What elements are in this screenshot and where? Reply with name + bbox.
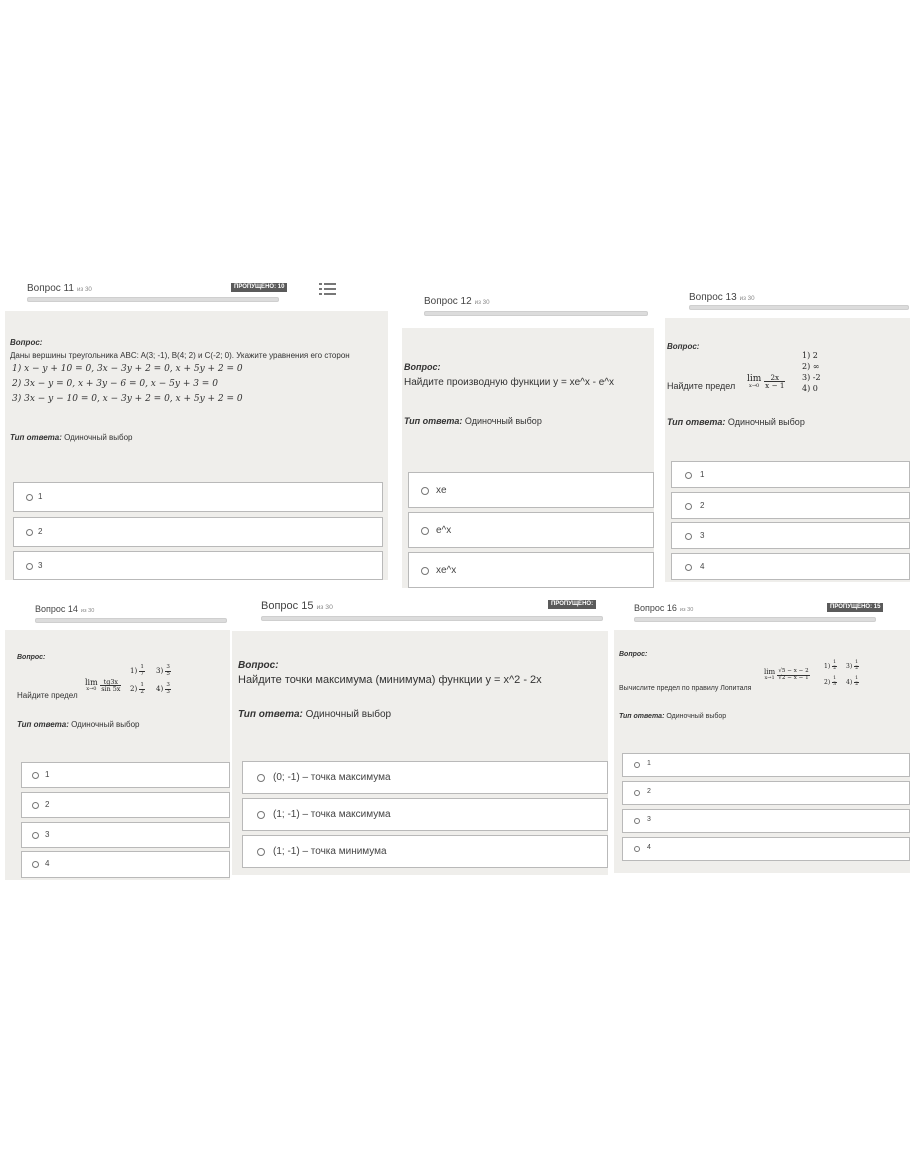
progress-bar	[261, 616, 603, 621]
question-total: из 30	[80, 608, 95, 614]
answer-type-value: Одиночный выбор	[666, 713, 727, 720]
option-1[interactable]	[21, 762, 230, 788]
option-label: 2	[647, 788, 651, 795]
option-2[interactable]	[408, 512, 654, 548]
lim-subscript: x→0	[749, 382, 760, 389]
option-label: 3	[38, 561, 43, 570]
option-1[interactable]	[13, 482, 383, 512]
answer-type-label: Тип ответа:	[404, 416, 463, 426]
radio-button[interactable]	[257, 848, 265, 856]
numerator: 3	[166, 682, 170, 688]
choice-number: 4)	[156, 685, 164, 694]
question-text-label: Найдите предел	[667, 381, 736, 391]
choice-fraction	[854, 661, 859, 672]
progress-bar	[27, 297, 279, 302]
choice-fraction	[165, 683, 171, 695]
option-label: 1	[45, 770, 50, 779]
answer-line-3: 3) 3x − y − 10 = 0, x − 3y + 2 = 0, x + 5y + 2 = 0	[12, 394, 243, 404]
question-11-header	[5, 278, 388, 311]
limit-fraction	[777, 669, 809, 681]
numerator: 1	[833, 676, 837, 681]
option-2[interactable]	[622, 781, 910, 805]
option-1[interactable]	[622, 753, 910, 777]
question-14-title	[35, 604, 94, 614]
lim-subscript: x→1	[764, 675, 775, 682]
fraction-denominator: x − 1	[765, 381, 785, 391]
option-label: 2	[38, 527, 43, 536]
answer-type-label: Тип ответа:	[619, 713, 665, 720]
radio-button[interactable]	[634, 790, 640, 796]
question-text	[17, 691, 78, 700]
choice-2	[130, 683, 145, 695]
choice-number: 3)	[846, 662, 853, 670]
answer-type	[404, 416, 542, 426]
fraction-numerator: 2x	[764, 374, 785, 382]
choice-3: 3) -2	[802, 373, 821, 382]
answer-type	[619, 713, 726, 720]
question-text: Найдите точки максимума (минимума) функции y = x^2 - 2x	[238, 674, 542, 686]
question-15-header	[232, 593, 608, 631]
lim-word: lim	[85, 678, 98, 688]
question-total: из 30	[316, 604, 333, 611]
question-text: Найдите производную функции y = xe^x - e^x	[404, 377, 614, 388]
fraction-numerator: tg3x	[100, 679, 121, 686]
choice-number: 1)	[824, 662, 831, 670]
choice-number: 2)	[130, 685, 138, 694]
choice-4: 4) 0	[802, 384, 818, 393]
option-label: 3	[647, 816, 651, 823]
radio-button[interactable]	[421, 487, 429, 495]
choice-fraction	[854, 677, 859, 688]
option-label: xe^x	[436, 565, 457, 576]
option-label: (1; -1) – точка максимума	[273, 809, 391, 820]
skipped-badge: ПРОПУЩЕНО: 15	[827, 603, 883, 612]
question-16-title	[634, 603, 693, 613]
question-total: из 30	[474, 299, 490, 306]
question-12-panel	[402, 280, 654, 588]
fraction-denominator: sin 5x	[101, 685, 121, 694]
option-4[interactable]	[671, 553, 910, 580]
question-number: Вопрос 14	[35, 604, 78, 614]
answer-type-label: Тип ответа:	[667, 417, 726, 427]
fraction-denominator: √2 − x − 1	[778, 674, 809, 681]
radio-button[interactable]	[421, 567, 429, 575]
radio-button[interactable]	[685, 564, 692, 571]
answer-type-value: Одиночный выбор	[64, 433, 133, 442]
option-label: 4	[45, 859, 50, 868]
numerator: 3	[166, 664, 170, 670]
answer-type-value: Одиночный выбор	[464, 416, 542, 426]
option-1[interactable]	[242, 761, 608, 794]
option-label: (0; -1) – точка максимума	[273, 772, 391, 783]
radio-button[interactable]	[32, 832, 39, 839]
progress-bar	[634, 617, 876, 622]
question-label: Вопрос:	[17, 654, 46, 661]
limit-expression	[764, 669, 810, 681]
radio-button[interactable]	[685, 503, 692, 510]
radio-button[interactable]	[32, 861, 39, 868]
option-3[interactable]	[21, 822, 230, 848]
denominator: 7	[140, 670, 144, 677]
choice-4	[156, 683, 171, 695]
question-total: из 30	[739, 295, 755, 302]
limit-fraction	[100, 679, 121, 693]
question-number: Вопрос 11	[27, 283, 74, 294]
choice-4	[846, 677, 859, 688]
fraction-numerator: √5 − x − 2	[778, 668, 809, 674]
option-2[interactable]	[671, 492, 910, 519]
question-total: из 30	[76, 286, 92, 293]
denominator: 2	[855, 681, 859, 687]
question-text	[619, 685, 751, 692]
lim-subscript: x→0	[86, 686, 97, 693]
question-16-header	[614, 593, 910, 630]
choice-2	[824, 677, 837, 688]
question-label: Вопрос:	[404, 362, 441, 372]
question-text	[667, 381, 735, 391]
answer-line-2: 2) 3x − y = 0, x + 3y − 6 = 0, x − 5y + 3 = 0	[12, 379, 218, 389]
option-1[interactable]	[408, 472, 654, 508]
question-text: Даны вершины треугольника ABC: A(3; -1), B(4; 2) и C(-2; 0). Укажите уравнения его сторон	[10, 351, 350, 360]
denominator: 3	[833, 681, 837, 687]
question-11-title	[27, 283, 92, 294]
question-13-panel	[665, 285, 910, 582]
question-14-panel	[5, 593, 230, 880]
choice-fraction	[832, 661, 837, 672]
lim-word: lim	[747, 373, 762, 384]
choice-number: 4)	[846, 678, 853, 686]
answer-type-value: Одиночный выбор	[727, 417, 805, 427]
question-16-panel	[614, 593, 910, 873]
limit-expression	[747, 374, 785, 389]
question-list-icon[interactable]	[319, 282, 337, 298]
option-3[interactable]	[13, 551, 383, 580]
answer-type	[10, 433, 133, 442]
option-label: e^x	[436, 525, 452, 536]
question-14-header	[5, 593, 230, 630]
answer-type	[667, 417, 805, 427]
answer-line-1: 1) x − y + 10 = 0, 3x − 3y + 2 = 0, x + 5y + 2 = 0	[12, 364, 243, 374]
radio-button[interactable]	[257, 811, 265, 819]
progress-bar	[35, 618, 227, 623]
option-label: xe	[436, 485, 447, 496]
option-label: 4	[647, 844, 651, 851]
skipped-badge: ПРОПУЩЕНО: 10	[231, 283, 287, 292]
question-number: Вопрос 13	[689, 292, 737, 303]
choice-1: 1) 2	[802, 351, 818, 360]
numerator: 1	[140, 682, 144, 688]
option-label: 4	[700, 562, 705, 571]
limit-fraction	[764, 374, 785, 389]
progress-bar	[424, 311, 648, 316]
option-label: 1	[38, 492, 43, 501]
option-3[interactable]	[671, 522, 910, 549]
option-label: (1; -1) – точка минимума	[273, 846, 387, 857]
choice-1	[130, 665, 145, 677]
option-label: 1	[700, 470, 705, 479]
radio-button[interactable]	[634, 846, 640, 852]
answer-type-label: Тип ответа:	[17, 720, 69, 729]
choice-fraction	[832, 677, 837, 688]
question-11-panel	[5, 278, 388, 580]
option-2[interactable]	[13, 517, 383, 547]
denominator: 2	[833, 665, 837, 671]
denominator: 2	[855, 665, 859, 671]
option-1[interactable]	[671, 461, 910, 488]
numerator: 1	[140, 664, 144, 670]
question-total: из 30	[679, 607, 694, 613]
question-label: Вопрос:	[619, 651, 648, 658]
choice-3	[156, 665, 171, 677]
answer-type-value: Одиночный выбор	[71, 720, 140, 729]
numerator: 1	[833, 660, 837, 665]
denominator: 2	[140, 688, 144, 695]
choice-number: 3)	[156, 667, 164, 676]
answer-type-label: Тип ответа:	[238, 709, 303, 720]
skipped-badge: ПРОПУЩЕНО:	[548, 600, 596, 609]
question-label: Вопрос:	[238, 660, 279, 671]
question-label: Вопрос:	[667, 342, 700, 351]
question-number: Вопрос 16	[634, 603, 677, 613]
option-3[interactable]	[242, 835, 608, 868]
lim-word: lim	[764, 668, 776, 677]
radio-button[interactable]	[685, 472, 692, 479]
choice-fraction	[139, 683, 145, 695]
limit-expression	[85, 679, 121, 693]
denominator: 5	[166, 670, 170, 677]
radio-button[interactable]	[421, 527, 429, 535]
answer-type-label: Тип ответа:	[10, 433, 62, 442]
answer-type-value: Одиночный выбор	[305, 709, 392, 720]
option-3[interactable]	[622, 809, 910, 833]
numerator: 1	[855, 660, 859, 665]
question-text-label: Найдите предел	[17, 691, 78, 700]
radio-button[interactable]	[634, 818, 640, 824]
question-15-panel	[232, 593, 608, 875]
question-number: Вопрос 12	[424, 296, 472, 307]
radio-button[interactable]	[26, 494, 33, 501]
choice-1	[824, 661, 837, 672]
choice-2: 2) ∞	[802, 362, 820, 371]
choice-number: 1)	[130, 667, 138, 676]
question-12-header	[402, 280, 654, 328]
question-15-title	[261, 600, 333, 612]
progress-bar	[689, 305, 909, 310]
question-number: Вопрос 15	[261, 600, 314, 612]
choice-3	[846, 661, 859, 672]
radio-button[interactable]	[26, 563, 33, 570]
choice-fraction	[139, 665, 145, 677]
answer-type	[238, 709, 391, 720]
choice-number: 2)	[824, 678, 831, 686]
option-3[interactable]	[408, 552, 654, 588]
question-12-title	[424, 296, 490, 307]
option-4[interactable]	[21, 851, 230, 878]
option-label: 3	[45, 830, 50, 839]
radio-button[interactable]	[685, 533, 692, 540]
option-label: 2	[700, 501, 705, 510]
option-label: 3	[700, 531, 705, 540]
denominator: 3	[166, 688, 170, 695]
radio-button[interactable]	[634, 762, 640, 768]
option-label: 1	[647, 760, 651, 767]
question-text-label: Вычислите предел по правилу Лопиталя	[619, 685, 752, 692]
option-2[interactable]	[21, 792, 230, 818]
answer-type	[17, 720, 140, 729]
question-label: Вопрос:	[10, 338, 43, 347]
radio-button[interactable]	[32, 772, 39, 779]
radio-button[interactable]	[26, 529, 33, 536]
choice-fraction	[165, 665, 171, 677]
option-4[interactable]	[622, 837, 910, 861]
numerator: 1	[855, 676, 859, 681]
radio-button[interactable]	[257, 774, 265, 782]
radio-button[interactable]	[32, 802, 39, 809]
question-13-title	[689, 292, 755, 303]
option-2[interactable]	[242, 798, 608, 831]
question-13-header	[665, 285, 910, 318]
option-label: 2	[45, 800, 50, 809]
